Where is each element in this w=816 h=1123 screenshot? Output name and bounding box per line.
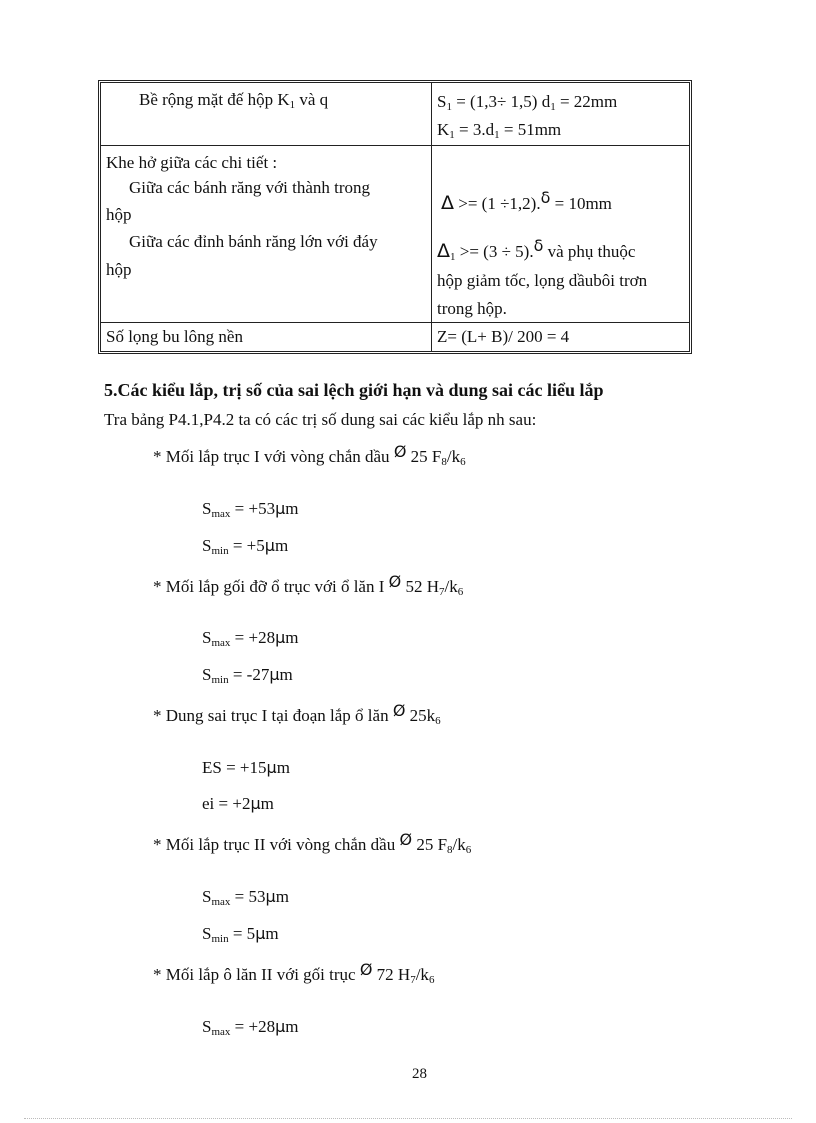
section-heading: 5.Các kiểu lắp, trị số của sai lệch giới hạn và dung sai các liểu lắp (104, 380, 604, 400)
phi-icon: Ø (399, 830, 413, 849)
fit-item: * Dung sai trục I tại đoạn lắp ổ lăn Ø $25k_6$ (153, 701, 441, 727)
phi-icon: Ø (392, 701, 406, 720)
specs-table (98, 80, 692, 354)
tolerance-value: $S_{max} = +53\mu m$ (202, 499, 299, 520)
tolerance-value: $S_{min} = -27\mu m$ (202, 665, 293, 686)
phi-icon: Ø (388, 572, 402, 591)
table-cell-label: Khe hở giữa các chi tiết : (106, 153, 278, 172)
row-divider (101, 322, 689, 323)
fit-item: * Mối lắp trục II với vòng chắn dầu Ø 25 $F_8/k_6$ (153, 830, 472, 856)
row-divider (101, 145, 689, 146)
table-cell-label: Bề rộng mặt đế hộp $K_1$ và q (139, 90, 329, 111)
intro-text: Tra bảng P4.1,P4.2 ta có các trị số dung sai các kiểu lắp nh sau: (104, 410, 537, 429)
table-cell-value: $S_1 = (1,3\div 1,5) d_1 = 22mm$ (437, 92, 618, 113)
table-cell-value: $K_1 = 3.d_1 = 51mm$ (437, 120, 562, 141)
page-number: 28 (412, 1066, 427, 1082)
phi-icon: Ø (359, 960, 373, 979)
tolerance-value: ES = +15µm (202, 758, 290, 777)
tolerance-value: $S_{min} = 5\mu m$ (202, 924, 279, 945)
table-cell-label: Giữa các đỉnh bánh răng lớn với đáy (129, 232, 378, 251)
table-cell-label: hộp (106, 260, 132, 279)
tolerance-value: $S_{max} = +28\mu m$ (202, 628, 299, 649)
table-cell-value: hộp giảm tốc, lọng dầubôi trơn (437, 271, 648, 290)
tolerance-value: $S_{max} = +28\mu m$ (202, 1017, 299, 1038)
tolerance-value: $S_{max} = 53\mu m$ (202, 887, 289, 908)
page-edge-divider (24, 1118, 792, 1119)
tolerance-value: $S_{min} = +5\mu m$ (202, 536, 289, 557)
fit-item: * Mối lắp gối đỡ ổ trục với ổ lăn I Ø 52 $H_7/k_6$ (153, 572, 464, 598)
table-cell-value: Δ >= (1 ÷1,2).δ = 10mm (441, 188, 612, 214)
table-cell-value: trong hộp. (437, 299, 507, 318)
fit-item: * Mối lắp ô lăn II với gối trục Ø 72 $H_7/k_6$ (153, 960, 435, 986)
fit-item: * Mối lắp trục I với vòng chắn dầu Ø 25 $F_8/k_6$ (153, 442, 466, 468)
tolerance-value: ei = +2µm (202, 794, 274, 813)
column-divider (431, 83, 432, 351)
table-cell-value: Z= (L+ B)/ 200 = 4 (437, 327, 570, 346)
phi-icon: Ø (393, 442, 407, 461)
table-cell-label: hộp (106, 205, 132, 224)
table-cell-value: $\Delta_1 >= (3 \div 5).\delta$ và phụ thuộc (437, 236, 636, 263)
table-cell-label: Giữa các bánh răng với thành trong (129, 178, 371, 197)
table-cell-label: Số lọng bu lông nền (106, 327, 243, 346)
